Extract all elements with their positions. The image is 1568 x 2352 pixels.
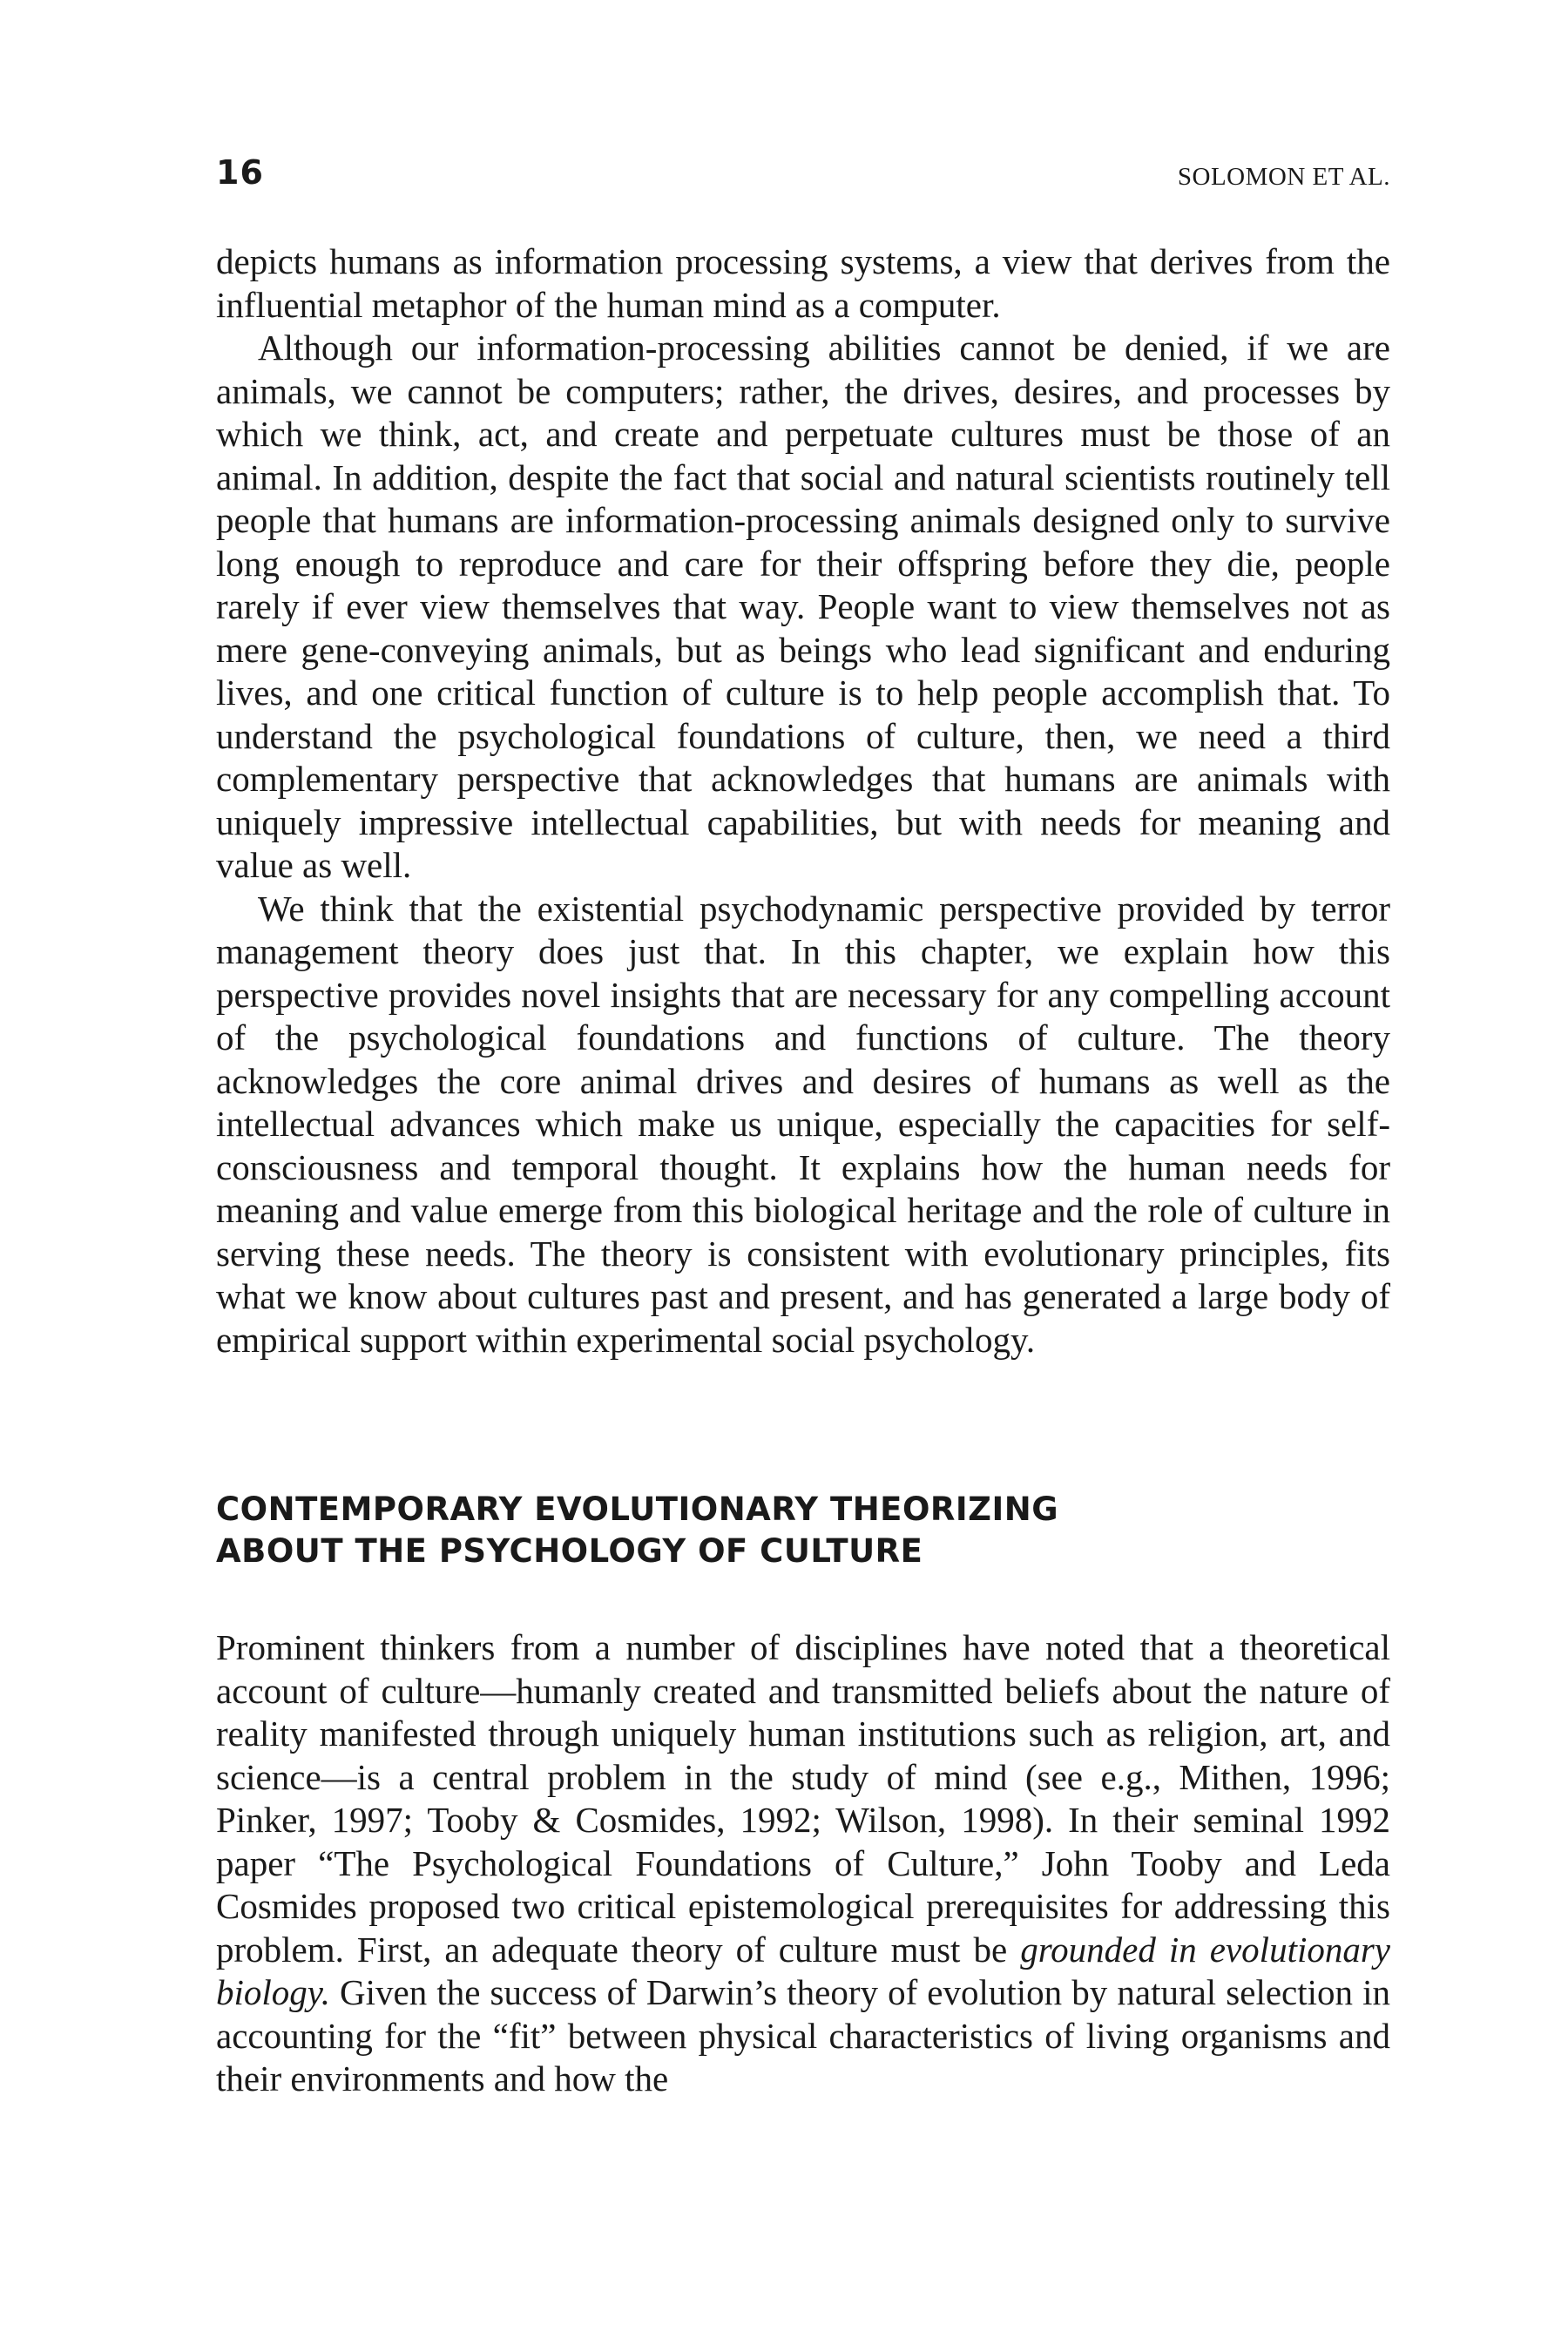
body-text: [216, 240, 1390, 2101]
section-heading: [216, 1362, 1390, 1626]
running-head-authors: SOLOMON ET AL.: [1177, 163, 1390, 191]
running-head: [216, 153, 1390, 206]
paragraph-section-text-1: Prominent thinkers from a number of disciplines have noted that a theoretical account of culture—humanly created and transmitted beliefs about the nature of reality manifested through uniquely human institutions such as religion, art, and science—is a central problem in the study of mind (see e.g., Mithen, 1996; Pinker, 1997; Tooby & Cosmides, 1992; Wilson, 1998). In their seminal 1992 paper “The Psychological Foundations of Culture,” John Tooby and Leda Cosmides proposed two critical epistemological prerequisites for addressing this problem. First, an adequate theory of culture must be: [216, 1627, 1390, 1970]
paragraph-terror-management: We think that the existential psychodynamic perspective provided by terror management theory does just that. In this chapter, we explain how this perspective provides novel insights that are necessary for any compelling account of the psychological foundations and functions of culture. The theory acknowledges the core animal drives and desires of humans as well as the intellectual advances which make us unique, especially the capacities for self-consciousness and temporal thought. It explains how the human needs for meaning and value emerge from this biological heritage and the role of culture in serving these needs. The theory is consistent with evolutionary principles, fits what we know about cultures past and present, and has generated a large body of empirical support within experimental social psychology.: [216, 888, 1390, 1360]
paragraph-section-emphasis: grounded in evolutionary biology.: [216, 1929, 1391, 2012]
paragraph-continuation: depicts humans as information processing systems, a view that derives from the influential metaphor of the human mind as a computer.: [216, 241, 1390, 325]
section-heading-line-2: ABOUT THE PSYCHOLOGY OF CULTURE: [216, 1532, 923, 1570]
paragraph-information-processing: Although our information-processing abilities cannot be denied, if we are animals, we cannot be computers; rather, the drives, desires, and processes by which we think, act, and create and perpetuate cultures must be those of an animal. In addition, despite the fact that social and natural scientists routinely tell people that humans are information-processing animals designed only to survive long enough to reproduce and care for their offspring before they die, people rarely if ever view themselves that way. People want to view themselves not as mere gene-conveying animals, but as beings who lead significant and enduring lives, and one critical function of culture is to help people accomplish that. To understand the psychological foundations of culture, then, we need a third complementary perspective that acknowledges that humans are animals with uniquely impressive intellectual capabilities, but with needs for meaning and value as well.: [216, 328, 1390, 885]
page-number: 16: [216, 153, 264, 192]
section-heading-line-1: CONTEMPORARY EVOLUTIONARY THEORIZING: [216, 1490, 1059, 1528]
paragraph-section-text-2: Given the success of Darwin’s theory of evolution by natural selection in accounting for the “fit” between physical characteristics of living organisms and their environments and how the: [216, 1972, 1390, 2099]
paragraph-section-opening: [216, 1626, 1390, 2101]
